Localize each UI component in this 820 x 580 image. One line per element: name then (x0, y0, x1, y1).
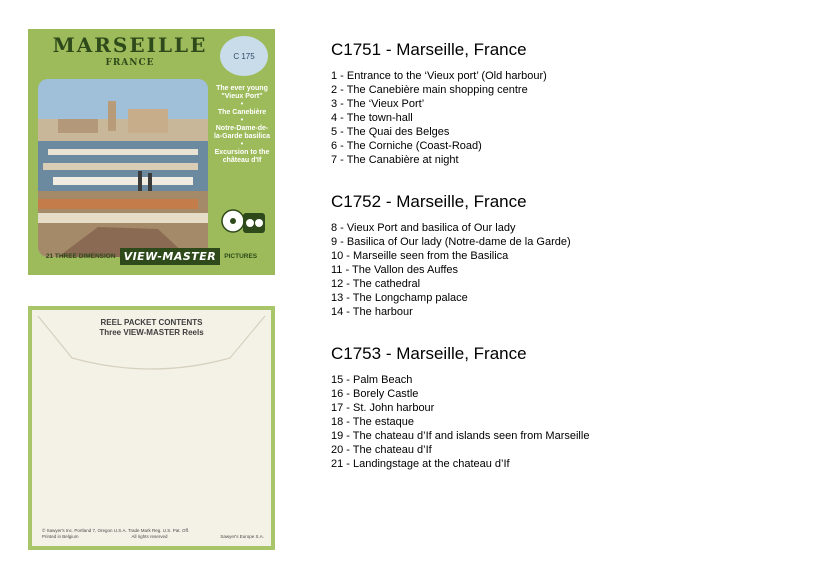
list-item: 1 - Entrance to the ‘Vieux port’ (Old harbour) (331, 70, 547, 82)
list-item: 13 - The Longchamp palace (331, 292, 468, 304)
side-caption-4: Excursion to the château d'If (214, 149, 270, 164)
back-header-line2: Three VIEW-MASTER Reels (99, 328, 204, 337)
packet-subtitle: FRANCE (105, 58, 155, 68)
reel-section-c1753 (331, 343, 801, 471)
section-title: C1753 - Marseille, France (331, 344, 527, 363)
list-item: 18 - The estaque (331, 416, 414, 428)
packet-front-image (28, 29, 275, 275)
legal-europe: Sawyer's Europe S.A. (220, 534, 264, 539)
side-caption-2: The Canebière (217, 109, 267, 116)
side-caption-1: The ever young "Vieux Port" (216, 85, 268, 100)
list-item: 7 - The Canabière at night (331, 154, 459, 166)
view-master-logo: VIEW-MASTER (120, 248, 221, 265)
list-item: 2 - The Canebière main shopping centre (331, 84, 528, 96)
packet-title: MARSEILLE (52, 33, 208, 57)
list-item: 5 - The Quai des Belges (331, 126, 450, 138)
list-item: 17 - St. John harbour (331, 402, 435, 414)
scene-list (331, 69, 801, 167)
section-title: C1752 - Marseille, France (331, 192, 527, 211)
packet-side-captions (212, 85, 272, 165)
list-item: 15 - Palm Beach (331, 374, 413, 386)
harbour-photo (38, 79, 208, 257)
list-item: 8 - Vieux Port and basilica of Our lady (331, 222, 516, 234)
footer-left-text: 21 THREE DIMENSION (45, 252, 116, 260)
legal-printed: Printed in Belgium (42, 534, 79, 539)
list-item: 9 - Basilica of Our lady (Notre-dame de la Garde) (331, 236, 571, 248)
legal-line-1: © Sawyer's Inc. Portland 7, Oregon U.S.A. Trade Mark Reg. U.S. Pat. Off. (42, 528, 190, 533)
list-item: 3 - The ‘Vieux Port’ (331, 98, 425, 110)
list-item: 11 - The Vallon des Auffes (331, 264, 458, 276)
footer-right-text: PICTURES (224, 252, 258, 260)
packet-back-image (28, 306, 275, 550)
bullet-icon: • (240, 117, 244, 124)
section-title: C1751 - Marseille, France (331, 40, 527, 59)
bullet-icon: • (240, 101, 244, 108)
list-item: 6 - The Corniche (Coast-Road) (331, 140, 482, 152)
scene-list (331, 221, 801, 319)
packet-code: C 175 (233, 51, 255, 61)
packet-footer (28, 241, 275, 271)
list-item: 12 - The cathedral (331, 278, 421, 290)
scene-list (331, 373, 801, 471)
list-item: 20 - The chateau d’If (331, 444, 432, 456)
list-item: 19 - The chateau d’If and islands seen from Marseille (331, 430, 590, 442)
viewer-reels-icon (219, 201, 267, 241)
packet-back-paper (32, 310, 271, 546)
back-legal-text (42, 528, 264, 540)
back-header-line1: REEL PACKET CONTENTS (100, 318, 203, 327)
list-item: 4 - The town-hall (331, 112, 413, 124)
list-item: 21 - Landingstage at the chateau d’If (331, 458, 510, 470)
list-item: 10 - Marseille seen from the Basilica (331, 250, 509, 262)
legal-rights: All rights reserved (131, 534, 168, 539)
reel-section-c1751 (331, 39, 801, 167)
list-item: 14 - The harbour (331, 306, 413, 318)
reel-section-c1752 (331, 191, 801, 319)
packet-code-badge (220, 36, 268, 76)
side-caption-3: Notre-Dame-de-la-Garde basilica (213, 125, 271, 140)
bullet-icon: • (240, 141, 244, 148)
list-item: 16 - Borely Castle (331, 388, 419, 400)
back-header (32, 318, 271, 338)
